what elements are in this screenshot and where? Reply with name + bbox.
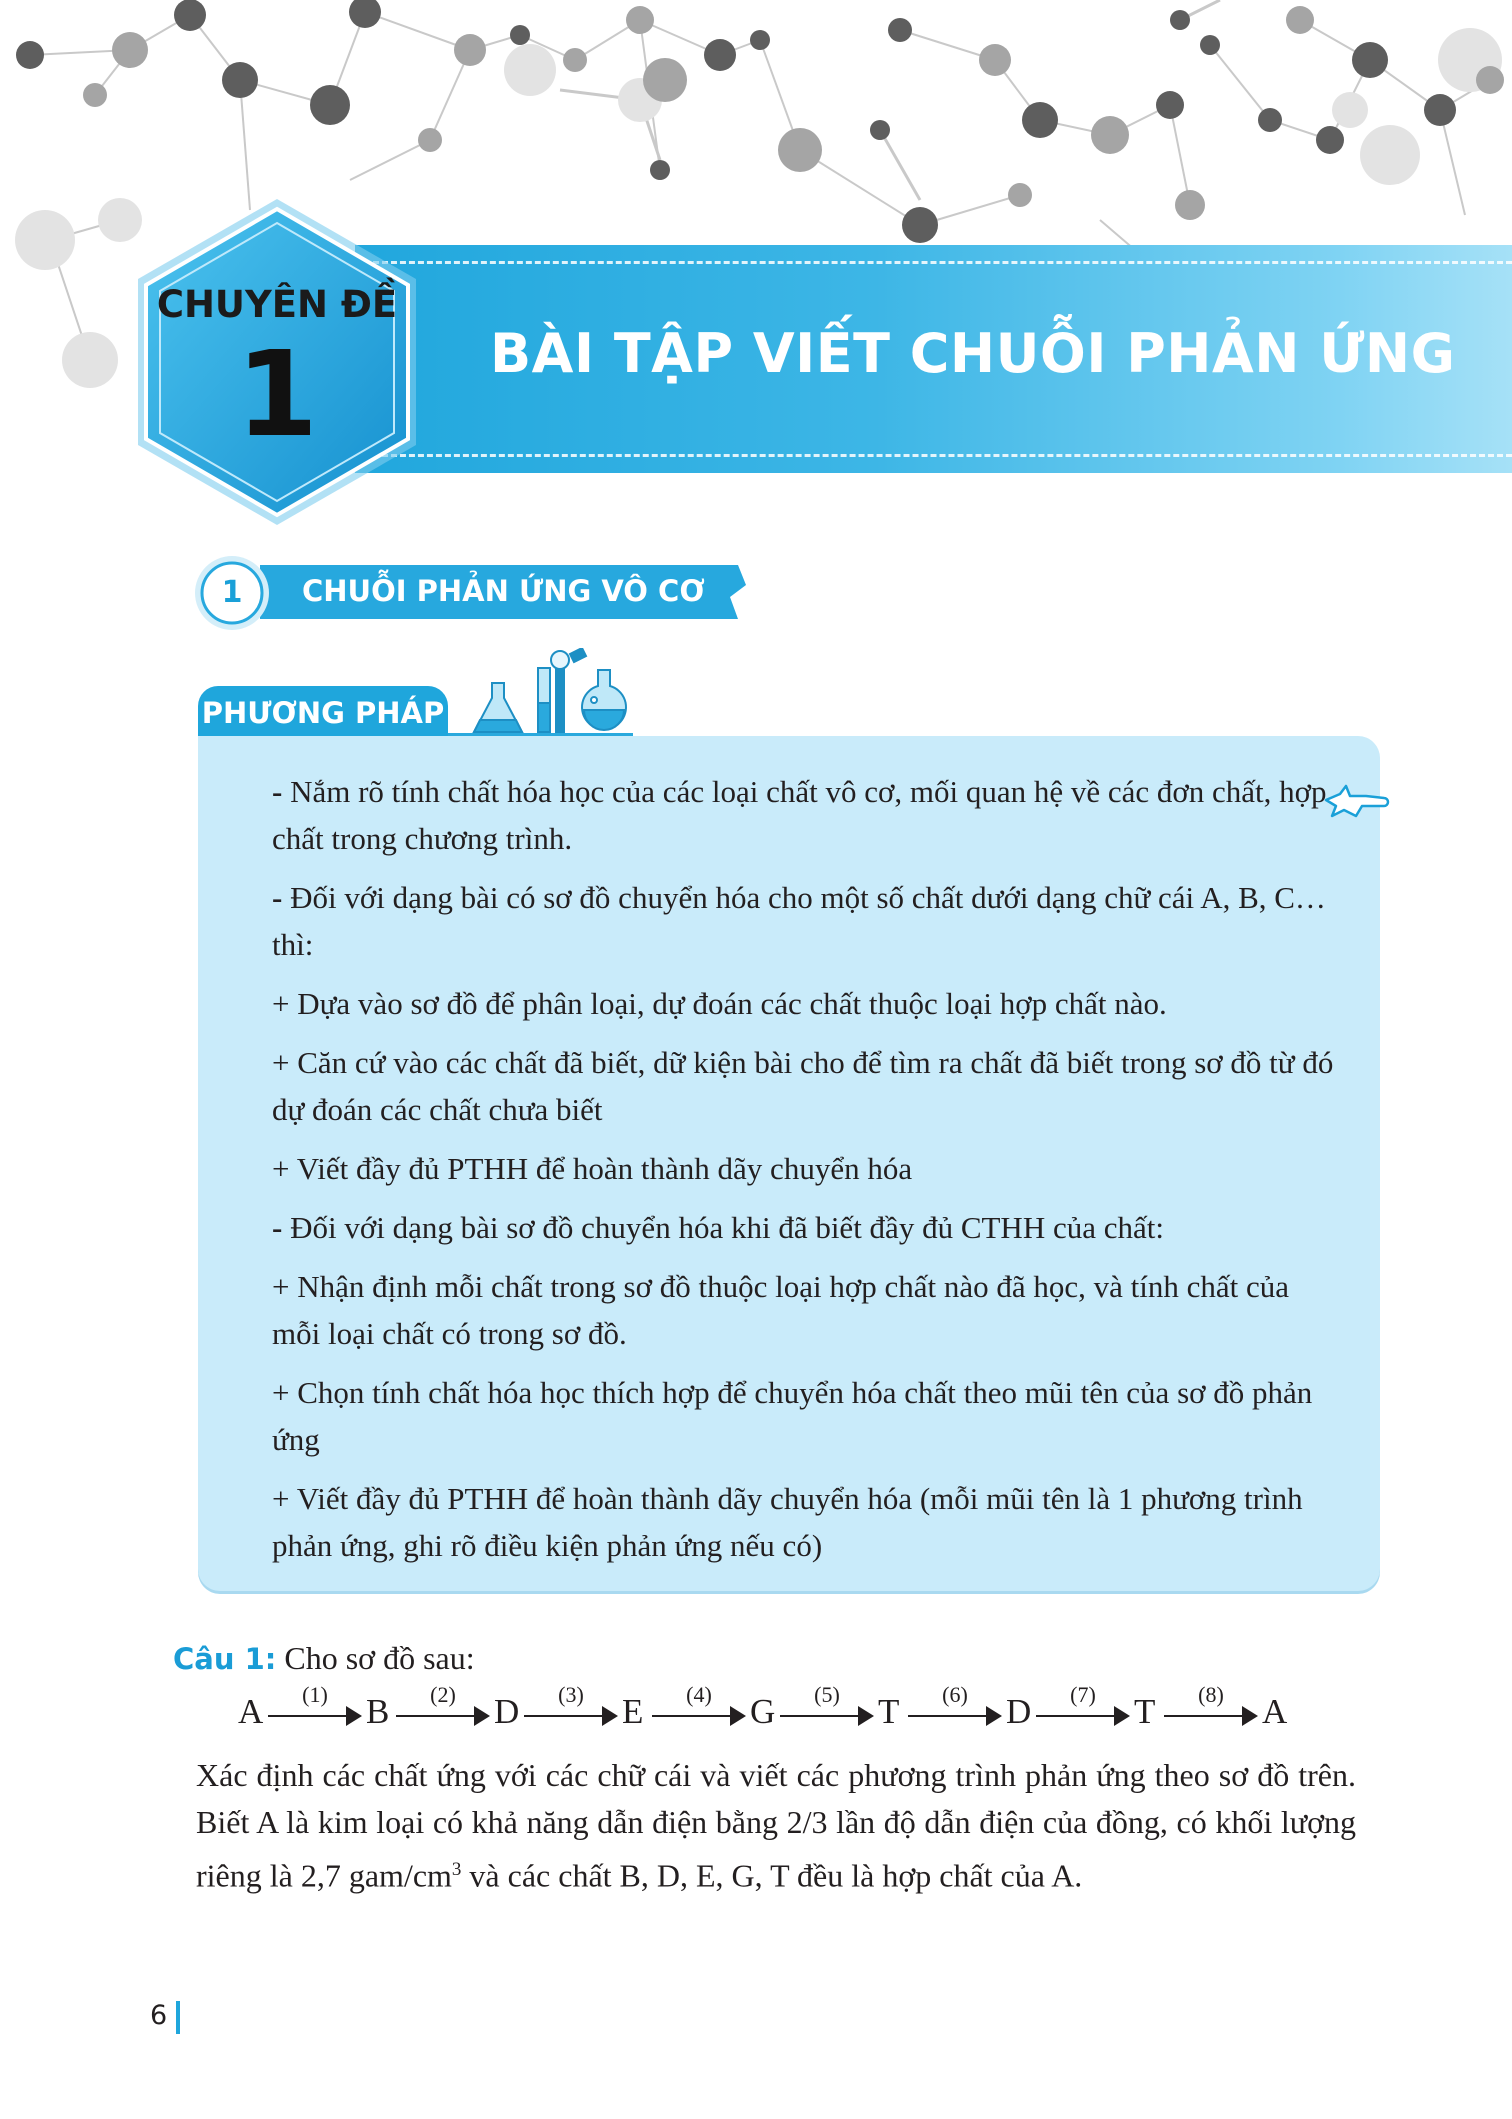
scheme-arrow xyxy=(1036,1715,1116,1717)
scheme-letter: B xyxy=(366,1692,390,1731)
scheme-letter: A xyxy=(1262,1692,1288,1731)
scheme-letter: A xyxy=(238,1692,264,1731)
scheme-step-label: (3) xyxy=(558,1682,584,1707)
method-item: - Đối với dạng bài sơ đồ chuyển hóa khi đã biết đầy đủ CTHH của chất: xyxy=(272,1210,1164,1245)
method-item: + Chọn tính chất hóa học thích hợp để chuyển hóa chất theo mũi tên của sơ đồ phản ứng xyxy=(272,1375,1313,1457)
chapter-number: 1 xyxy=(235,325,319,463)
section-number: 1 xyxy=(221,575,243,610)
scheme-arrowhead xyxy=(602,1706,618,1726)
method-item: - Đối với dạng bài có sơ đồ chuyển hóa cho một số chất dưới dạng chữ cái A, B, C… thì: xyxy=(272,880,1326,962)
scheme-arrow xyxy=(524,1715,604,1717)
scheme-step-label: (6) xyxy=(942,1682,968,1707)
page-number-bar xyxy=(176,2001,180,2034)
chapter-title: BÀI TẬP VIẾT CHUỖI PHẢN ỨNG xyxy=(490,322,1456,385)
scheme-arrowhead xyxy=(346,1706,362,1726)
scheme-step-label: (2) xyxy=(430,1682,456,1707)
scheme-letter: T xyxy=(878,1692,900,1731)
question-intro: Cho sơ đồ sau: xyxy=(284,1640,475,1676)
page-number: 6 xyxy=(150,2000,168,2031)
scheme-step-label: (5) xyxy=(814,1682,840,1707)
band-dashed-line-top xyxy=(355,261,1512,264)
scheme-step-label: (4) xyxy=(686,1682,712,1707)
lab-glassware-icon xyxy=(470,648,640,740)
scheme-arrowhead xyxy=(858,1706,874,1726)
scheme-arrowhead xyxy=(474,1706,490,1726)
scheme-letter: T xyxy=(1134,1692,1156,1731)
scheme-step-label: (7) xyxy=(1070,1682,1096,1707)
scheme-letter: D xyxy=(494,1692,520,1731)
method-item: + Dựa vào sơ đồ để phân loại, dự đoán các chất thuộc loại hợp chất nào. xyxy=(272,986,1167,1021)
scheme-arrow xyxy=(1164,1715,1244,1717)
method-item: + Viết đầy đủ PTHH để hoàn thành dãy chuyển hóa xyxy=(272,1151,913,1186)
method-item: - Nắm rõ tính chất hóa học của các loại chất vô cơ, mối quan hệ về các đơn chất, hợp chất trong chương trình. xyxy=(272,774,1327,856)
section-title: CHUỖI PHẢN ỨNG VÔ CƠ xyxy=(302,574,705,608)
scheme-arrowhead xyxy=(1114,1706,1130,1726)
scheme-arrow xyxy=(396,1715,476,1717)
question-label: Câu 1: xyxy=(173,1642,277,1676)
scheme-step-label: (1) xyxy=(302,1682,328,1707)
method-item: + Viết đầy đủ PTHH để hoàn thành dãy chuyển hóa (mỗi mũi tên là 1 phương trình phản ứng, ghi rõ điều kiện phản ứng nếu có) xyxy=(272,1481,1303,1563)
scheme-arrow xyxy=(652,1715,732,1717)
scheme-arrow xyxy=(908,1715,988,1717)
question-heading xyxy=(173,1640,475,1677)
scheme-letter: E xyxy=(622,1692,644,1731)
question-text: Xác định các chất ứng với các chữ cái và viết các phương trình phản ứng theo sơ đồ trên. Biết A là kim loại có khả năng dẫn điện bằng 2/3 lần độ dẫn điện của đồng, có khối lượng riêng là 2,7 gam/$cm^3$ và các chất B, D, E, G, T đều là hợp chất của A. xyxy=(196,1757,1356,1894)
method-item: + Căn cứ vào các chất đã biết, dữ kiện bài cho để tìm ra chất đã biết trong sơ đồ từ đó dự đoán các chất chưa biết xyxy=(272,1045,1334,1127)
method-content xyxy=(272,768,1336,1581)
scheme-step-label: (8) xyxy=(1198,1682,1224,1707)
scheme-arrowhead xyxy=(1242,1706,1258,1726)
scheme-arrowhead xyxy=(730,1706,746,1726)
chapter-label: CHUYÊN ĐỀ xyxy=(156,283,398,326)
method-label: PHƯƠNG PHÁP xyxy=(201,696,445,730)
scheme-letter: D xyxy=(1006,1692,1032,1731)
band-dashed-line-bottom xyxy=(355,454,1512,457)
scheme-arrow xyxy=(780,1715,860,1717)
scheme-arrow xyxy=(268,1715,348,1717)
method-item: + Nhận định mỗi chất trong sơ đồ thuộc loại hợp chất nào đã học, và tính chất của mỗi loại chất có trong sơ đồ. xyxy=(272,1269,1290,1351)
scheme-letter: G xyxy=(750,1692,776,1731)
scheme-arrowhead xyxy=(986,1706,1002,1726)
